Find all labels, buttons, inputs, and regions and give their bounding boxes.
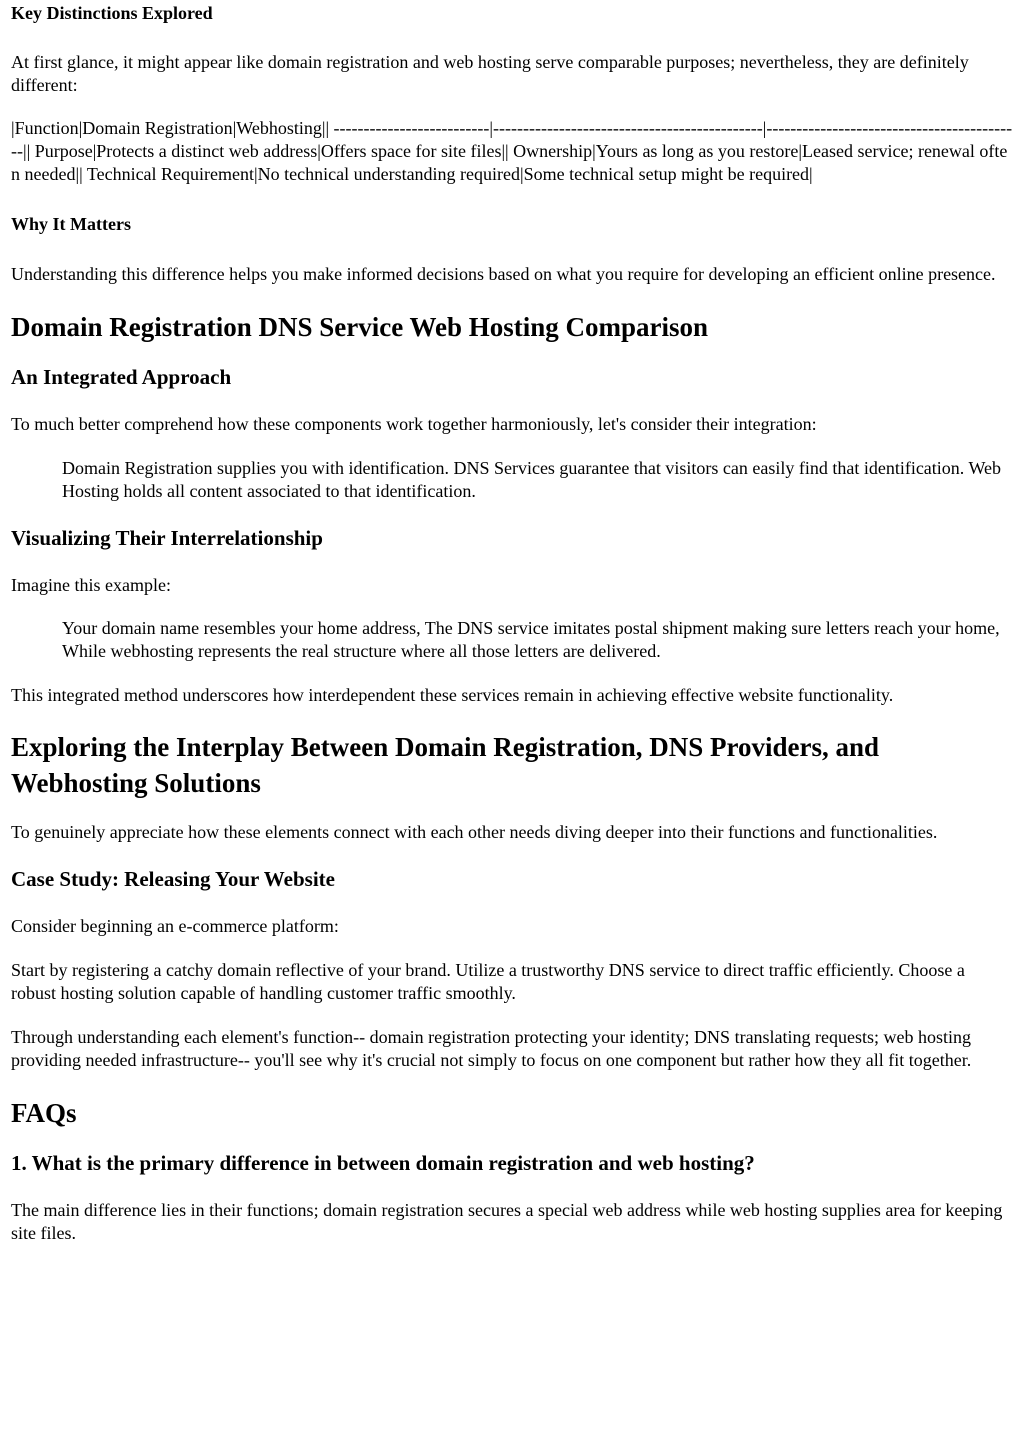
heading-faqs: FAQs	[11, 1098, 77, 1128]
subheading-case-study: Case Study: Releasing Your Website	[11, 867, 335, 891]
subheading-integrated-approach: An Integrated Approach	[11, 365, 232, 389]
visualizing-text: Imagine this example:	[11, 575, 171, 595]
faq-question-1: 1. What is the primary difference in between domain registration and web hosting?	[11, 1151, 755, 1175]
integrated-approach-text: To much better comprehend how these components work together harmoniously, let's consider their integration:	[11, 414, 817, 434]
integration-quote: Domain Registration supplies you with identification. DNS Services guarantee that visitors can easily find that identification. Web Hosting holds all content associated to that identification.	[62, 458, 1002, 501]
interplay-intro: To genuinely appreciate how these elements connect with each other needs diving deeper into their functions and functionalities.	[11, 822, 938, 842]
why-it-matters-text: Understanding this difference helps you make informed decisions based on what you require for developing an efficient online presence.	[11, 264, 996, 284]
section-heading-why-it-matters: Why It Matters	[11, 214, 131, 234]
comparison-table-text: |Function|Domain Registration|Webhosting|| --------------------------|---------------------------------------------|-------------------------------------------|| Purpose|Protects a distinct web address|Offers space for site files|| Ownership|Yours as long as you restore|Leased service; renewal often needed|| Technical Requirement|No technical understanding required|Some technical setup might be required|	[11, 118, 1013, 184]
heading-interplay: Exploring the Interplay Between Domain Registration, DNS Providers, and Webhosting Solutions	[11, 732, 879, 798]
key-distinctions-intro: At first glance, it might appear like domain registration and web hosting serve comparable purposes; nevertheless, they are definitely different:	[11, 52, 969, 95]
integrated-method-text: This integrated method underscores how interdependent these services remain in achieving effective website functionality.	[11, 685, 894, 705]
section-heading-key-distinctions: Key Distinctions Explored	[11, 3, 213, 23]
article	[0, 2, 1024, 1245]
analogy-quote: Your domain name resembles your home address, The DNS service imitates postal shipment making sure letters reach your home, While webhosting represents the real structure where all those letters are delivered.	[62, 618, 1000, 661]
case-study-steps: Start by registering a catchy domain reflective of your brand. Utilize a trustworthy DNS service to direct traffic efficiently. Choose a robust hosting solution capable of handling customer traffic smoothly.	[11, 960, 965, 1003]
heading-comparison: Domain Registration DNS Service Web Hosting Comparison	[11, 312, 709, 342]
subheading-visualizing: Visualizing Their Interrelationship	[11, 526, 323, 550]
case-study-closing: Through understanding each element's function-- domain registration protecting your identity; DNS translating requests; web hosting providing needed infrastructure-- you'll see why it's crucial not simply to focus on one component but rather how they all fit together.	[11, 1027, 972, 1070]
faq-answer-1: The main difference lies in their functions; domain registration secures a special web address while web hosting supplies area for keeping site files.	[11, 1200, 1003, 1243]
case-study-intro: Consider beginning an e-commerce platform:	[11, 916, 339, 936]
